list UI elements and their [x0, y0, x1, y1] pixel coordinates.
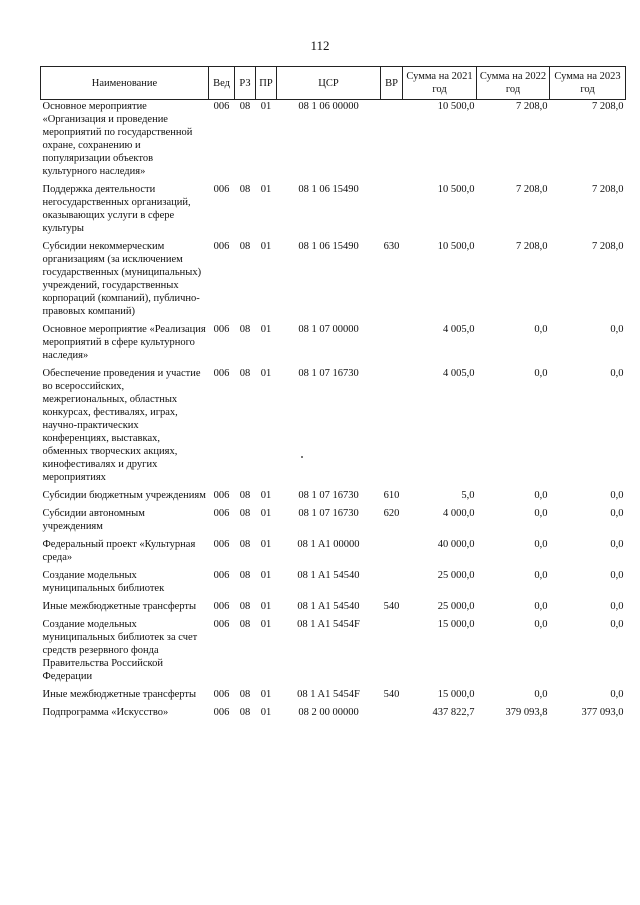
- cell-sum-2023: 7 208,0: [592, 184, 624, 195]
- cell-name: Иные межбюджетные трансферты: [42, 601, 197, 612]
- cell-ved: 006: [213, 689, 230, 700]
- cell-sum-2022: 0,0: [534, 539, 548, 550]
- cell-vr: [381, 323, 403, 367]
- cell-vr: [381, 183, 403, 240]
- cell-ved: 006: [213, 619, 230, 630]
- cell-csr: 08 1 A1 5454F: [297, 619, 360, 630]
- cell-sum-2023: 0,0: [610, 689, 624, 700]
- cell-sum-2021: 10 500,0: [437, 241, 475, 252]
- cell-sum-2023: 0,0: [610, 601, 624, 612]
- cell-sum-2021: 15 000,0: [437, 689, 475, 700]
- header-sum-2022: Сумма на 2022 год: [477, 67, 550, 100]
- cell-name: Обеспечение проведения и участие во всероссийских, межрегиональных, областных конкурсах, фестивалях, играх, научно-практических конференциях, выставках, обменных творческих акциях, кинофестивалях и других мероприятиях: [42, 368, 201, 483]
- table-row: [41, 569, 626, 600]
- cell-sum-2022: 0,0: [534, 490, 548, 501]
- cell-pr: 01: [260, 184, 272, 195]
- cell-vr: [381, 367, 403, 489]
- cell-csr: 08 1 07 16730: [298, 490, 359, 501]
- cell-csr: 08 1 A1 00000: [297, 539, 360, 550]
- table-row: [41, 507, 626, 538]
- table-row: [41, 706, 626, 724]
- header-sum-2023: Сумма на 2023 год: [550, 67, 626, 100]
- cell-name: Федеральный проект «Культурная среда»: [42, 539, 196, 563]
- cell-pr: 01: [260, 101, 272, 112]
- cell-rz: 08: [239, 619, 251, 630]
- cell-sum-2023: 0,0: [610, 570, 624, 581]
- cell-csr: 08 1 A1 54540: [297, 601, 360, 612]
- table-row: [41, 183, 626, 240]
- cell-ved: 006: [213, 324, 230, 335]
- cell-ved: 006: [213, 241, 230, 252]
- cell-sum-2023: 377 093,0: [581, 707, 624, 718]
- page-number: 112: [310, 38, 330, 53]
- cell-vr: 610: [383, 490, 400, 501]
- cell-sum-2021: 10 500,0: [437, 101, 475, 112]
- cell-sum-2021: 40 000,0: [437, 539, 475, 550]
- cell-vr: [381, 618, 403, 688]
- table-header-row: [41, 67, 626, 100]
- cell-vr: [381, 569, 403, 600]
- cell-csr: 08 2 00 00000: [298, 707, 359, 718]
- cell-pr: 01: [260, 619, 272, 630]
- cell-sum-2021: 4 005,0: [443, 324, 475, 335]
- cell-vr: [381, 100, 403, 184]
- cell-sum-2023: 0,0: [610, 508, 624, 519]
- cell-ved: 006: [213, 539, 230, 550]
- cell-vr: 540: [383, 689, 400, 700]
- cell-name: Подпрограмма «Искусство»: [42, 707, 169, 718]
- cell-name: Иные межбюджетные трансферты: [42, 689, 197, 700]
- table-row: [41, 240, 626, 323]
- cell-sum-2023: 0,0: [610, 619, 624, 630]
- cell-rz: 08: [239, 601, 251, 612]
- cell-name: Основное мероприятие «Реализация мероприятий в сфере культурного наследия»: [42, 324, 206, 361]
- header-vr: ВР: [381, 67, 403, 100]
- cell-sum-2023: 0,0: [610, 490, 624, 501]
- cell-csr: 08 1 A1 5454F: [297, 689, 360, 700]
- cell-rz: 08: [239, 101, 251, 112]
- cell-ved: 006: [213, 570, 230, 581]
- table-row: [41, 100, 626, 184]
- header-ved: Вед: [209, 67, 235, 100]
- cell-ved: 006: [213, 601, 230, 612]
- cell-csr: 08 1 07 16730: [298, 368, 359, 379]
- cell-pr: 01: [260, 601, 272, 612]
- cell-sum-2022: 7 208,0: [516, 184, 548, 195]
- cell-name: Поддержка деятельности негосударственных организаций, оказывающих услуги в сфере культуры: [42, 184, 191, 234]
- cell-rz: 08: [239, 707, 251, 718]
- cell-rz: 08: [239, 570, 251, 581]
- cell-sum-2022: 0,0: [534, 508, 548, 519]
- cell-sum-2022: 7 208,0: [516, 241, 548, 252]
- cell-sum-2022: 0,0: [534, 619, 548, 630]
- cell-pr: 01: [260, 707, 272, 718]
- cell-ved: 006: [213, 707, 230, 718]
- cell-sum-2021: 4 005,0: [443, 368, 475, 379]
- table-row: [41, 323, 626, 367]
- cell-rz: 08: [239, 241, 251, 252]
- header-pr: ПР: [256, 67, 277, 100]
- cell-name: Субсидии автономным учреждениям: [42, 508, 145, 532]
- cell-csr: 08 1 06 00000: [298, 101, 359, 112]
- cell-rz: 08: [239, 508, 251, 519]
- header-name: Наименование: [41, 67, 209, 100]
- cell-sum-2023: 7 208,0: [592, 241, 624, 252]
- cell-sum-2022: 0,0: [534, 324, 548, 335]
- cell-pr: 01: [260, 570, 272, 581]
- table-row: [41, 618, 626, 688]
- cell-rz: 08: [239, 689, 251, 700]
- table-row: [41, 688, 626, 706]
- cell-ved: 006: [213, 184, 230, 195]
- cell-vr: [381, 538, 403, 569]
- cell-rz: 08: [239, 539, 251, 550]
- cell-sum-2022: 0,0: [534, 601, 548, 612]
- cell-sum-2023: 0,0: [610, 368, 624, 379]
- cell-name: Субсидии некоммерческим организациям (за исключением государственных (муниципальных) учреждений, государственных корпораций (компаний), публично-правовых компаний): [42, 241, 202, 317]
- scan-speck: [301, 456, 303, 458]
- cell-name: Основное мероприятие «Организация и проведение мероприятий по государственной охране, сохранению и популяризации объектов культурного наследия»: [42, 101, 193, 177]
- cell-vr: [381, 706, 403, 724]
- table-row: [41, 367, 626, 489]
- cell-csr: 08 1 07 00000: [298, 324, 359, 335]
- cell-sum-2022: 0,0: [534, 570, 548, 581]
- header-csr: ЦСР: [277, 67, 381, 100]
- cell-sum-2021: 5,0: [461, 490, 475, 501]
- cell-name: Субсидии бюджетным учреждениям: [42, 490, 206, 501]
- cell-pr: 01: [260, 324, 272, 335]
- cell-ved: 006: [213, 490, 230, 501]
- cell-rz: 08: [239, 368, 251, 379]
- cell-csr: 08 1 A1 54540: [297, 570, 360, 581]
- cell-ved: 006: [213, 101, 230, 112]
- cell-sum-2021: 4 000,0: [443, 508, 475, 519]
- cell-name: Создание модельных муниципальных библиотек за счет средств резервного фонда Правительства Российской Федерации: [42, 619, 198, 682]
- cell-sum-2023: 0,0: [610, 539, 624, 550]
- cell-sum-2021: 15 000,0: [437, 619, 475, 630]
- cell-pr: 01: [260, 490, 272, 501]
- cell-sum-2021: 25 000,0: [437, 601, 475, 612]
- cell-sum-2023: 7 208,0: [592, 101, 624, 112]
- cell-ved: 006: [213, 508, 230, 519]
- cell-pr: 01: [260, 241, 272, 252]
- cell-pr: 01: [260, 689, 272, 700]
- cell-rz: 08: [239, 324, 251, 335]
- cell-sum-2022: 379 093,8: [505, 707, 548, 718]
- cell-vr: 540: [383, 601, 400, 612]
- cell-pr: 01: [260, 508, 272, 519]
- cell-csr: 08 1 06 15490: [298, 241, 359, 252]
- cell-sum-2022: 0,0: [534, 689, 548, 700]
- cell-sum-2021: 25 000,0: [437, 570, 475, 581]
- table-row: [41, 489, 626, 507]
- cell-ved: 006: [213, 368, 230, 379]
- cell-vr: 620: [383, 508, 400, 519]
- cell-csr: 08 1 06 15490: [298, 184, 359, 195]
- header-sum-2021: Сумма на 2021 год: [403, 67, 477, 100]
- header-rz: РЗ: [235, 67, 256, 100]
- cell-name: Создание модельных муниципальных библиотек: [42, 570, 165, 594]
- cell-pr: 01: [260, 539, 272, 550]
- cell-sum-2021: 437 822,7: [432, 707, 475, 718]
- cell-vr: 630: [383, 241, 400, 252]
- budget-table: [40, 66, 626, 724]
- table-row: [41, 600, 626, 618]
- cell-pr: 01: [260, 368, 272, 379]
- cell-rz: 08: [239, 490, 251, 501]
- cell-sum-2022: 0,0: [534, 368, 548, 379]
- cell-rz: 08: [239, 184, 251, 195]
- cell-sum-2021: 10 500,0: [437, 184, 475, 195]
- cell-csr: 08 1 07 16730: [298, 508, 359, 519]
- table-row: [41, 538, 626, 569]
- cell-sum-2022: 7 208,0: [516, 101, 548, 112]
- cell-sum-2023: 0,0: [610, 324, 624, 335]
